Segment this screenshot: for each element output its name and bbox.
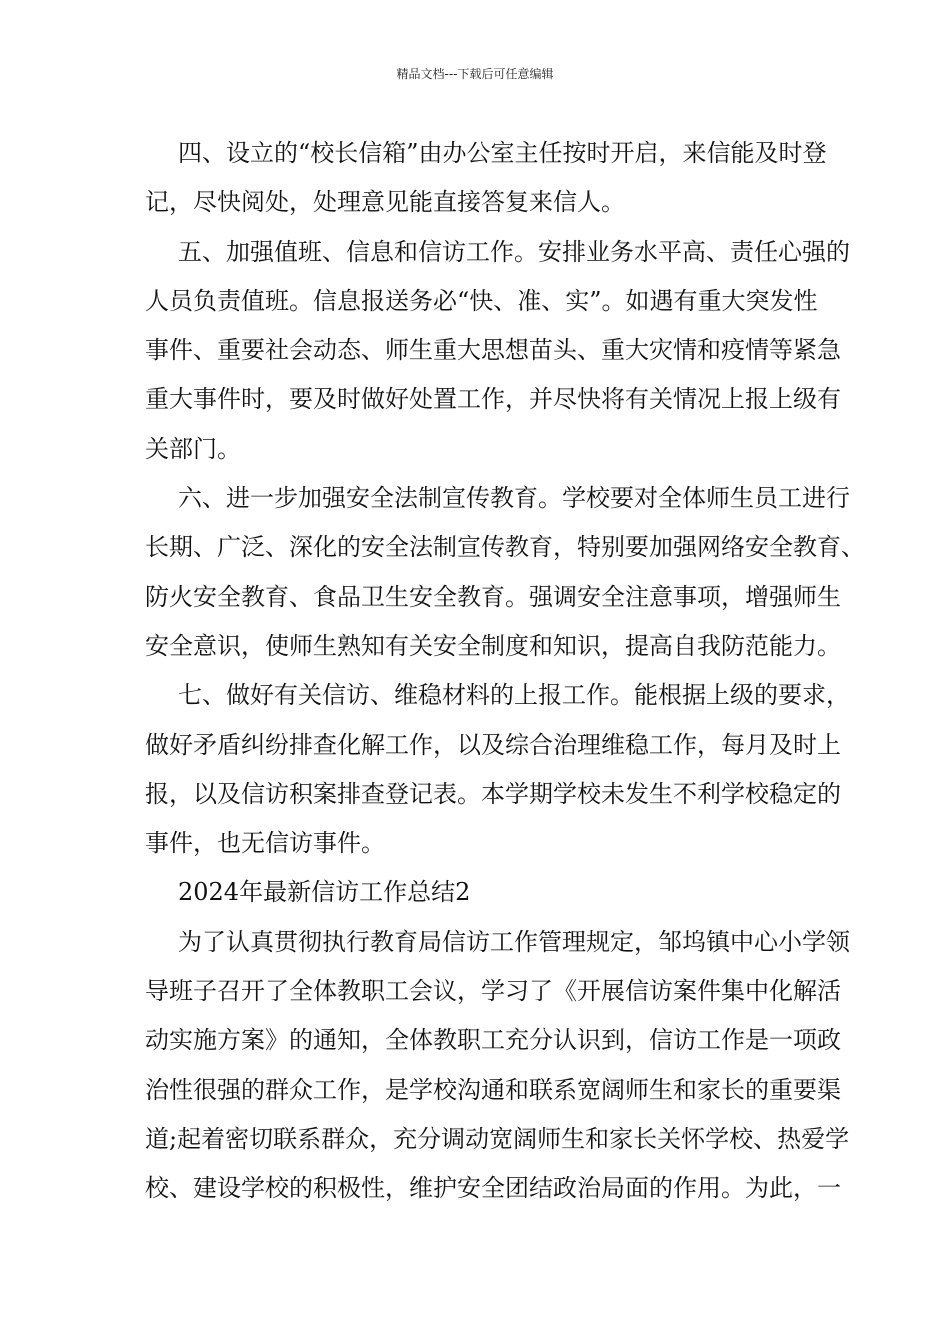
text-line: 安全意识，使师生熟知有关安全制度和知识，提高自我防范能力。	[145, 631, 841, 660]
document-body	[145, 129, 865, 1214]
text-line: 动实施方案》的通知，全体教职工充分认识到，信访工作是一项政	[145, 1026, 841, 1055]
text-line: 七、做好有关信访、维稳材料的上报工作。能根据上级的要求，	[178, 681, 850, 710]
text-line: 做好矛盾纠纷排查化解工作，以及综合治理维稳工作，每月及时上	[145, 730, 841, 759]
text-line: 人员负责值班。信息报送务必“快、准、实”。如遇有重大突发性	[145, 286, 818, 315]
text-line: 重大事件时，要及时做好处置工作，并尽快将有关情况上报上级有	[145, 385, 841, 414]
section-title: 2024年最新信访工作总结2	[178, 878, 471, 907]
text-line: 五、加强值班、信息和信访工作。安排业务水平高、责任心强的	[178, 237, 850, 266]
text-line: 报，以及信访积案排查登记表。本学期学校未发生不利学校稳定的	[145, 779, 841, 808]
text-line: 四、设立的“校长信箱”由办公室主任按时开启，来信能及时登	[178, 139, 827, 167]
text-line: 导班子召开了全体教职工会议，学习了《开展信访案件集中化解活	[145, 977, 841, 1006]
paragraph-intro	[145, 918, 850, 1214]
text-line: 关部门。	[145, 434, 241, 463]
text-line: 长期、广泛、深化的安全法制宣传教育，特别要加强网络安全教育、	[145, 533, 865, 562]
section-heading	[145, 868, 835, 917]
text-line: 治性很强的群众工作，是学校沟通和联系宽阔师生和家长的重要渠	[145, 1075, 841, 1104]
text-line: 事件，也无信访事件。	[145, 829, 385, 858]
text-line: 道;起着密切联系群众，充分调动宽阔师生和家长关怀学校、热爱学	[145, 1124, 850, 1153]
text-line: 事件、重要社会动态、师生重大思想苗头、重大灾情和疫情等紧急	[145, 336, 841, 365]
text-line: 为了认真贯彻执行教育局信访工作管理规定，邹坞镇中心小学领	[178, 927, 850, 956]
paragraph-4	[145, 129, 835, 228]
text-line: 校、建设学校的积极性，维护安全团结政治局面的作用。为此，一	[145, 1174, 841, 1203]
text-line: 记，尽快阅处，处理意见能直接答复来信人。	[145, 188, 625, 217]
paragraph-5	[145, 228, 850, 474]
paragraph-7	[145, 671, 850, 868]
page-header: 精品文档---下载后可任意编辑	[396, 67, 554, 81]
text-line: 六、进一步加强安全法制宣传教育。学校要对全体师生员工进行	[178, 484, 850, 513]
paragraph-6	[145, 474, 865, 671]
text-line: 防火安全教育、食品卫生安全教育。强调安全注意事项，增强师生	[145, 582, 841, 611]
